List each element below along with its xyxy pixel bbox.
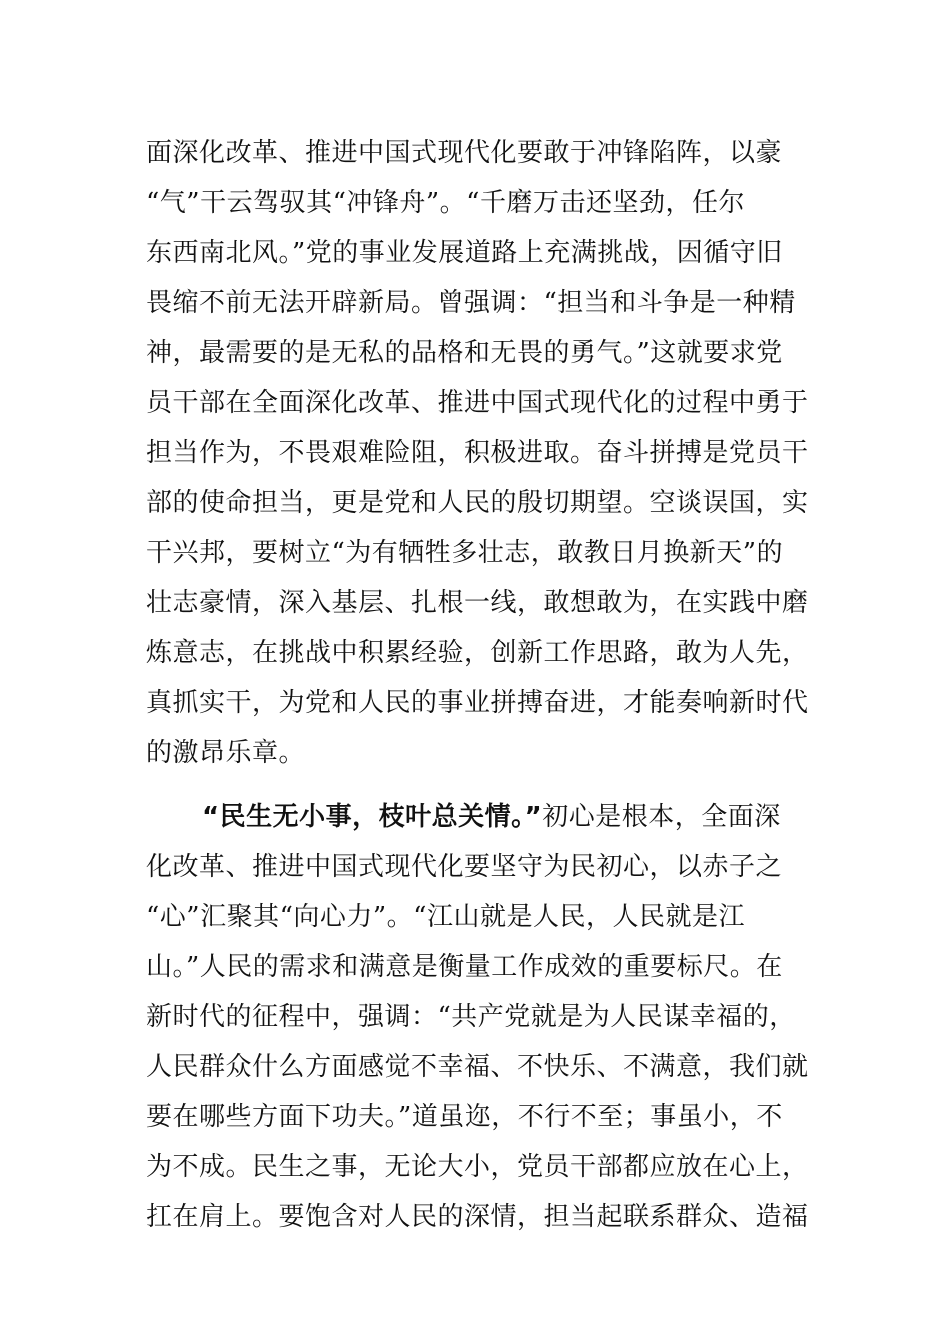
paragraph-line: 员干部在全面深化改革、推进中国式现代化的过程中勇于: [146, 388, 809, 418]
paragraph-2: [146, 792, 809, 1242]
paragraph-line: 炼意志，在挑战中积累经验，创新工作思路，敢为人先，: [146, 638, 809, 668]
paragraph-line: 要在哪些方面下功夫。”道虽迩，不行不至；事虽小，不: [146, 1102, 783, 1132]
paragraph-first-line: [146, 792, 806, 842]
paragraph-first-line-text: 初心是根本，全面深: [542, 802, 781, 832]
paragraph-1: [146, 128, 809, 778]
paragraph-line: 人民群众什么方面感觉不幸福、不快乐、不满意，我们就: [146, 1052, 809, 1082]
paragraph-line: 神，最需要的是无私的品格和无畏的勇气。”这就要求党: [146, 338, 783, 368]
paragraph-line: “气”干云驾驭其“冲锋舟”。“千磨万击还坚劲，任尔: [146, 188, 745, 218]
paragraph-line: 干兴邦，要树立“为有牺牲多壮志，敢教日月换新天”的: [146, 538, 784, 568]
paragraph-line: 扛在肩上。要饱含对人民的深情，担当起联系群众、造福: [146, 1202, 809, 1232]
paragraph-spacer: [146, 778, 806, 792]
paragraph-line: 真抓实干，为党和人民的事业拼搏奋进，才能奏响新时代: [146, 688, 809, 718]
paragraph-line: 山。”人民的需求和满意是衡量工作成效的重要标尺。在: [146, 952, 783, 982]
paragraph-line: “心”汇聚其“向心力”。“江山就是人民，人民就是江: [146, 902, 745, 932]
paragraph-line: 担当作为，不畏艰难险阻，积极进取。奋斗拼搏是党员干: [146, 438, 809, 468]
document-body: [146, 128, 809, 1242]
paragraph-line: 化改革、推进中国式现代化要坚守为民初心，以赤子之: [146, 852, 783, 882]
paragraph-line: 东西南北风。”党的事业发展道路上充满挑战，因循守旧: [146, 238, 783, 268]
paragraph-line: 面深化改革、推进中国式现代化要敢于冲锋陷阵，以豪: [146, 138, 783, 168]
paragraph-line: 部的使命担当，更是党和人民的殷切期望。空谈误国，实: [146, 488, 809, 518]
paragraph-lead-quote: “民生无小事，枝叶总关情。”: [202, 802, 543, 832]
paragraph-line: 壮志豪情，深入基层、扎根一线，敢想敢为，在实践中磨: [146, 588, 809, 618]
paragraph-line: 新时代的征程中，强调：“共产党就是为人民谋幸福的，: [146, 1002, 796, 1032]
paragraph-line: 为不成。民生之事，无论大小，党员干部都应放在心上，: [146, 1152, 809, 1182]
paragraph-line: 的激昂乐章。: [146, 738, 306, 768]
paragraph-line: 畏缩不前无法开辟新局。曾强调：“担当和斗争是一种精: [146, 288, 796, 318]
